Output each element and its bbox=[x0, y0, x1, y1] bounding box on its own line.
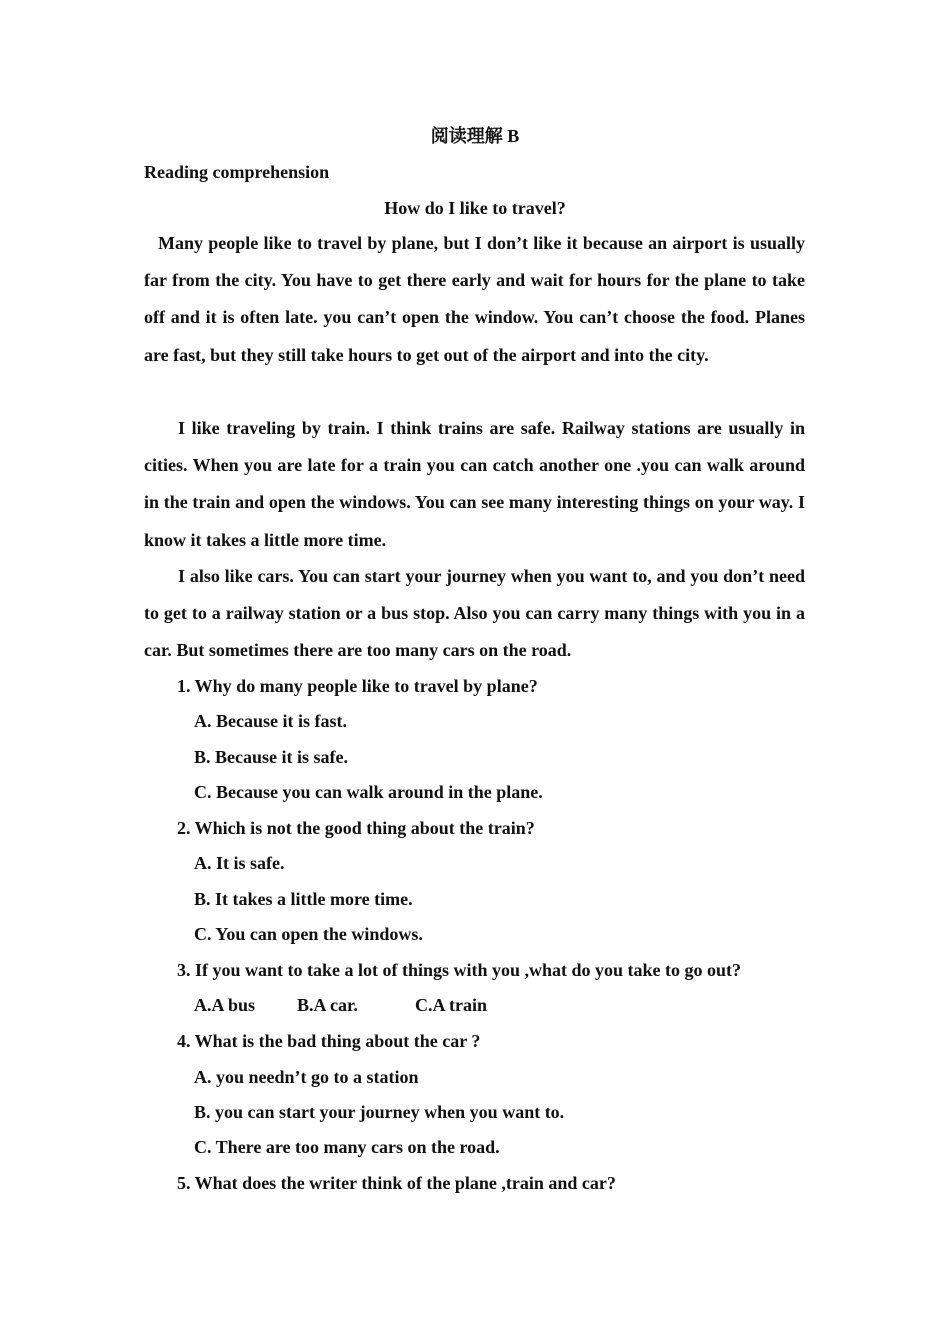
question-1: 1. Why do many people like to travel by plane? bbox=[177, 676, 538, 696]
paragraph-2: I like traveling by train. I think trains are safe. Railway stations are usually in cities. When you are late for a train you can catch another one .you can walk around in the train and open the windows. You can see many interesting things on your way. I know it takes a little more time. bbox=[144, 418, 805, 550]
q1-option-c: C. Because you can walk around in the plane. bbox=[194, 782, 543, 802]
q4-option-c: C. There are too many cars on the road. bbox=[194, 1137, 500, 1157]
q1-option-b: B. Because it is safe. bbox=[194, 747, 348, 767]
q4-option-a: A. you needn’t go to a station bbox=[194, 1067, 419, 1087]
question-4: 4. What is the bad thing about the car ? bbox=[177, 1031, 481, 1051]
passage-title: How do I like to travel? bbox=[384, 198, 566, 218]
q1-option-a: A. Because it is fast. bbox=[194, 711, 347, 731]
question-5: 5. What does the writer think of the plane ,train and car? bbox=[177, 1173, 616, 1193]
question-2: 2. Which is not the good thing about the train? bbox=[177, 818, 535, 838]
question-3: 3. If you want to take a lot of things with you ,what do you take to go out? bbox=[177, 960, 742, 980]
q3-option-a: A.A bus bbox=[194, 995, 256, 1015]
section-label: Reading comprehension bbox=[144, 162, 330, 182]
q4-option-b: B. you can start your journey when you want to. bbox=[194, 1102, 565, 1122]
q3-option-c: C.A train bbox=[415, 995, 487, 1015]
heading: 阅读理解 B bbox=[430, 126, 520, 146]
paragraph-1: Many people like to travel by plane, but I don’t like it because an airport is usually far from the city. You have to get there early and wait for hours for the plane to take off and it is often late. you can’t open the window. You can’t choose the food. Planes are fast, but they still take hours to get out of the airport and into the city. bbox=[144, 233, 805, 365]
q2-option-a: A. It is safe. bbox=[194, 853, 285, 873]
q3-options-row bbox=[194, 994, 487, 1016]
q2-option-b: B. It takes a little more time. bbox=[194, 889, 413, 909]
paragraph-3: I also like cars. You can start your journey when you want to, and you don’t need to get to a railway station or a bus stop. Also you can carry many things with you in a car. But sometimes there are too many cars on the road. bbox=[144, 566, 805, 661]
q2-option-c: C. You can open the windows. bbox=[194, 924, 423, 944]
q3-option-b: B.A car. bbox=[297, 995, 358, 1015]
